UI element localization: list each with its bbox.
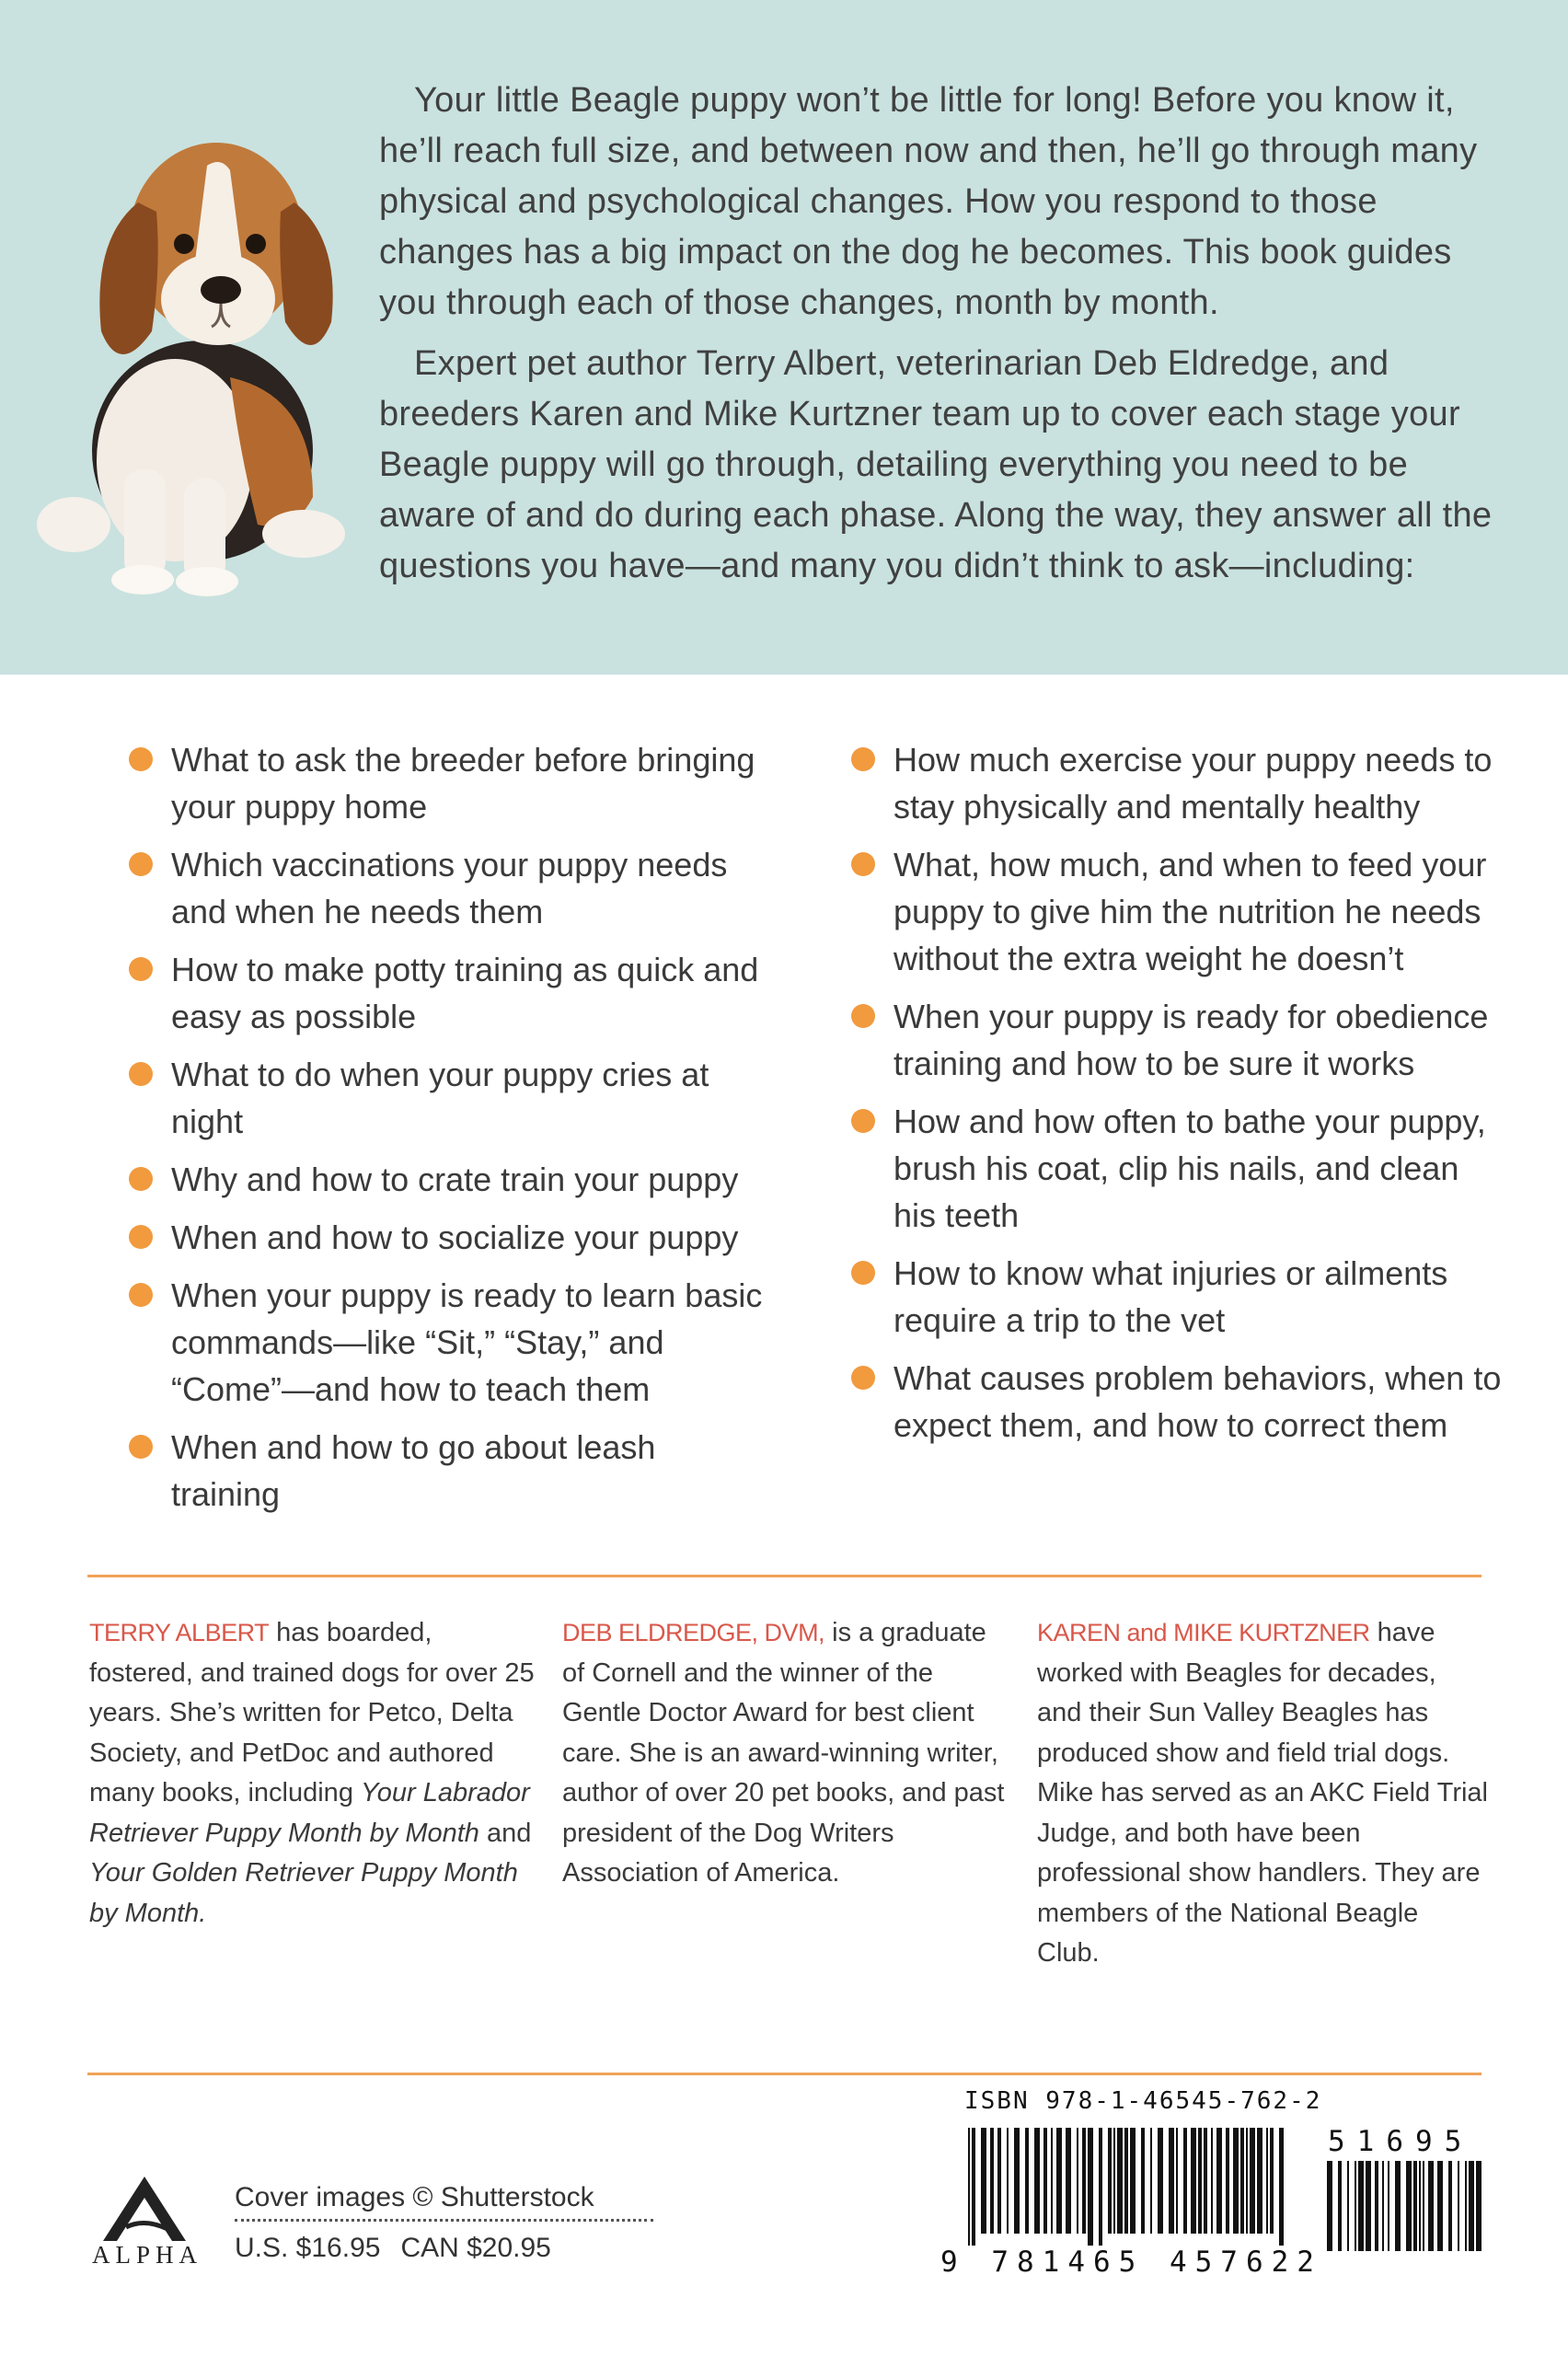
bio-terry-albert: TERRY ALBERT has boarded, fostered, and trained dogs for over 25 years. She’s written for Petco, Delta Society, and PetDoc and authored many books, including Your Labrador Retriever Puppy Month by Month and Your Golden Retriever Puppy Month by Month. (89, 1618, 535, 1928)
barcode-bar (1117, 2128, 1123, 2234)
bullet-dot-icon (129, 1062, 153, 1086)
barcode-bar (1082, 2128, 1086, 2234)
barcode-bar (1088, 2128, 1093, 2246)
intro-text (379, 75, 1493, 602)
bio-deb-eldredge: DEB ELDREDGE, DVM, is a graduate of Cornell and the winner of the Gentle Doctor Award for best client care. She is an award-winning writer, author of over 20 pet books, and past president of the Dog Writers Association of America. (562, 1618, 1005, 1888)
barcode-bar (1034, 2128, 1040, 2234)
price-can: CAN $20.95 (400, 2233, 551, 2263)
barcode-bar (1347, 2161, 1349, 2251)
barcode-bar (1366, 2161, 1371, 2251)
barcode-bar (1257, 2128, 1262, 2234)
barcode-bar (1358, 2161, 1364, 2251)
barcode-bar (1233, 2128, 1239, 2234)
barcode-bar (1270, 2128, 1274, 2234)
barcode-bar (1183, 2128, 1187, 2234)
bio-kurtzner: KAREN and MIKE KURTZNER have worked with Beagles for decades, and their Sun Valley Beagles has produced show and field trial dogs. Mike has served as an AKC Field Trial Judge, and both have been professional show handlers. They are members of the National Beagle Club. (1037, 1618, 1488, 1968)
barcode-bar (1382, 2161, 1384, 2251)
list-item: What causes problem behaviors, when to expect them, and how to correct them (851, 1355, 1505, 1449)
bullet-dot-icon (129, 1435, 153, 1459)
bullet-dot-icon (129, 957, 153, 981)
barcode-bar (1158, 2128, 1163, 2234)
barcode-bar (1458, 2161, 1459, 2251)
barcode-bar (1240, 2128, 1244, 2234)
author-name: TERRY ALBERT (89, 1619, 270, 1646)
barcode-bar (1338, 2161, 1342, 2251)
publisher-logo-text: ALPHA (91, 2241, 202, 2269)
barcode-bar (1077, 2128, 1078, 2234)
list-item: What, how much, and when to feed your puppy to give him the nutrition he needs without the extra weight he doesn’t (851, 841, 1505, 982)
price-us: U.S. $16.95 (235, 2233, 381, 2263)
barcode-bar (1099, 2128, 1102, 2246)
cover-credit: Cover images © Shutterstock (235, 2182, 653, 2222)
list-item: How much exercise your puppy needs to stay physically and mentally healthy (851, 736, 1505, 830)
barcode-bar (1108, 2128, 1112, 2234)
bullet-dot-icon (851, 1366, 875, 1390)
list-item: When and how to go about leash training (129, 1424, 773, 1518)
barcode-bar (990, 2128, 994, 2234)
barcode-bar (1469, 2161, 1474, 2251)
bullet-dot-icon (129, 1167, 153, 1191)
barcode-bar (1476, 2161, 1482, 2251)
barcode-bar (1056, 2128, 1062, 2234)
barcode-bar (1198, 2128, 1202, 2234)
barcode-bar (1266, 2128, 1268, 2234)
barcode-bar (1413, 2161, 1417, 2251)
author-name: KAREN and MIKE KURTZNER (1037, 1619, 1370, 1646)
barcode-bar (1124, 2128, 1128, 2234)
barcode-bar (1025, 2128, 1029, 2234)
barcode-bar (1437, 2161, 1443, 2251)
divider (87, 1575, 1482, 1577)
barcode-bar (1130, 2128, 1136, 2234)
barcode-bar (1375, 2161, 1378, 2251)
barcode-bar (1150, 2128, 1152, 2234)
barcode-bar (1191, 2128, 1196, 2234)
barcode-bar (1226, 2128, 1229, 2234)
barcode-bar (1216, 2128, 1222, 2234)
list-item: How to know what injuries or ailments require a trip to the vet (851, 1250, 1505, 1344)
barcode-bar (1246, 2128, 1248, 2234)
barcode-bar (1014, 2128, 1020, 2234)
barcode-bar (1176, 2128, 1178, 2234)
bullet-dot-icon (851, 1109, 875, 1133)
credits-block (235, 2182, 653, 2264)
list-item: When your puppy is ready for obedience training and how to be sure it works (851, 993, 1505, 1087)
barcode-bar (1250, 2128, 1255, 2234)
list-item: Why and how to crate train your puppy (129, 1156, 773, 1203)
barcode-bar (1465, 2161, 1467, 2251)
barcode-bar (1113, 2128, 1115, 2234)
bullet-dot-icon (129, 1283, 153, 1307)
beagle-puppy-image (37, 101, 368, 598)
barcode-bar (972, 2128, 975, 2246)
barcode-bar (1141, 2128, 1145, 2234)
list-item: Which vaccinations your puppy needs and when he needs them (129, 841, 773, 935)
bullet-dot-icon (129, 747, 153, 771)
barcode-bar (997, 2128, 1001, 2234)
barcode-bar (1066, 2128, 1071, 2234)
bullet-list-right (851, 736, 1505, 1460)
list-item: What to do when your puppy cries at night (129, 1051, 773, 1145)
bullet-dot-icon (851, 747, 875, 771)
list-item: What to ask the breeder before bringing your puppy home (129, 736, 773, 830)
barcode-bar (1279, 2128, 1284, 2246)
author-name: DEB ELDREDGE, DVM, (562, 1619, 825, 1646)
bullet-list-left (129, 736, 773, 1529)
isbn-label: ISBN 978-1-46545-762-2 (964, 2087, 1322, 2115)
barcode-bar (1419, 2161, 1421, 2251)
barcode-bar (1051, 2128, 1053, 2234)
divider (87, 2073, 1482, 2075)
barcode-bar (1043, 2128, 1047, 2234)
bullet-dot-icon (851, 852, 875, 876)
barcode-bar (981, 2128, 986, 2234)
barcode-bar (1395, 2161, 1401, 2251)
list-item: When and how to socialize your puppy (129, 1214, 773, 1261)
bullet-dot-icon (129, 1225, 153, 1249)
barcode-bar (1204, 2128, 1207, 2234)
barcode-bar (1423, 2161, 1424, 2251)
bullet-dot-icon (851, 1004, 875, 1028)
list-item: How to make potty training as quick and easy as possible (129, 946, 773, 1040)
isbn-barcode (966, 2128, 1284, 2246)
price-barcode (1325, 2161, 1482, 2251)
bullet-dot-icon (129, 852, 153, 876)
barcode-bar (1406, 2161, 1412, 2251)
barcode-bar (1211, 2128, 1213, 2234)
price-code: 51695 (1328, 2125, 1474, 2158)
barcode-bar (1169, 2128, 1174, 2234)
prices (235, 2233, 653, 2264)
list-item: When your puppy is ready to learn basic commands—like “Sit,” “Stay,” and “Come”—and how to teach them (129, 1272, 773, 1413)
intro-paragraph-2: Expert pet author Terry Albert, veterinarian Deb Eldredge, and breeders Karen and Mike Kurtzner team up to cover each stage your Beagle puppy will go through, detailing everything you need to be aware of and do during each phase. Along the way, they answer all the questions you have—and many you didn’t think to ask—including: (379, 344, 1493, 585)
barcode-bar (1388, 2161, 1389, 2251)
barcode-bar (968, 2128, 970, 2246)
barcode-bar (1428, 2161, 1434, 2251)
barcode-bar (1007, 2128, 1009, 2234)
barcode-bar (1448, 2161, 1452, 2251)
list-item: How and how often to bathe your puppy, brush his coat, clip his nails, and clean his teeth (851, 1098, 1505, 1239)
intro-paragraph-1: Your little Beagle puppy won’t be little for long! Before you know it, he’ll reach full size, and between now and then, he’ll go through many physical and psychological changes. How you respond to those changes has a big impact on the dog he becomes. This book guides you through each of those changes, month by month. (379, 81, 1478, 322)
barcode-bar (1355, 2161, 1356, 2251)
barcode-digits: 9 781465 457622 (940, 2246, 1322, 2279)
barcode-bar (1327, 2161, 1332, 2251)
bullet-dot-icon (851, 1261, 875, 1285)
